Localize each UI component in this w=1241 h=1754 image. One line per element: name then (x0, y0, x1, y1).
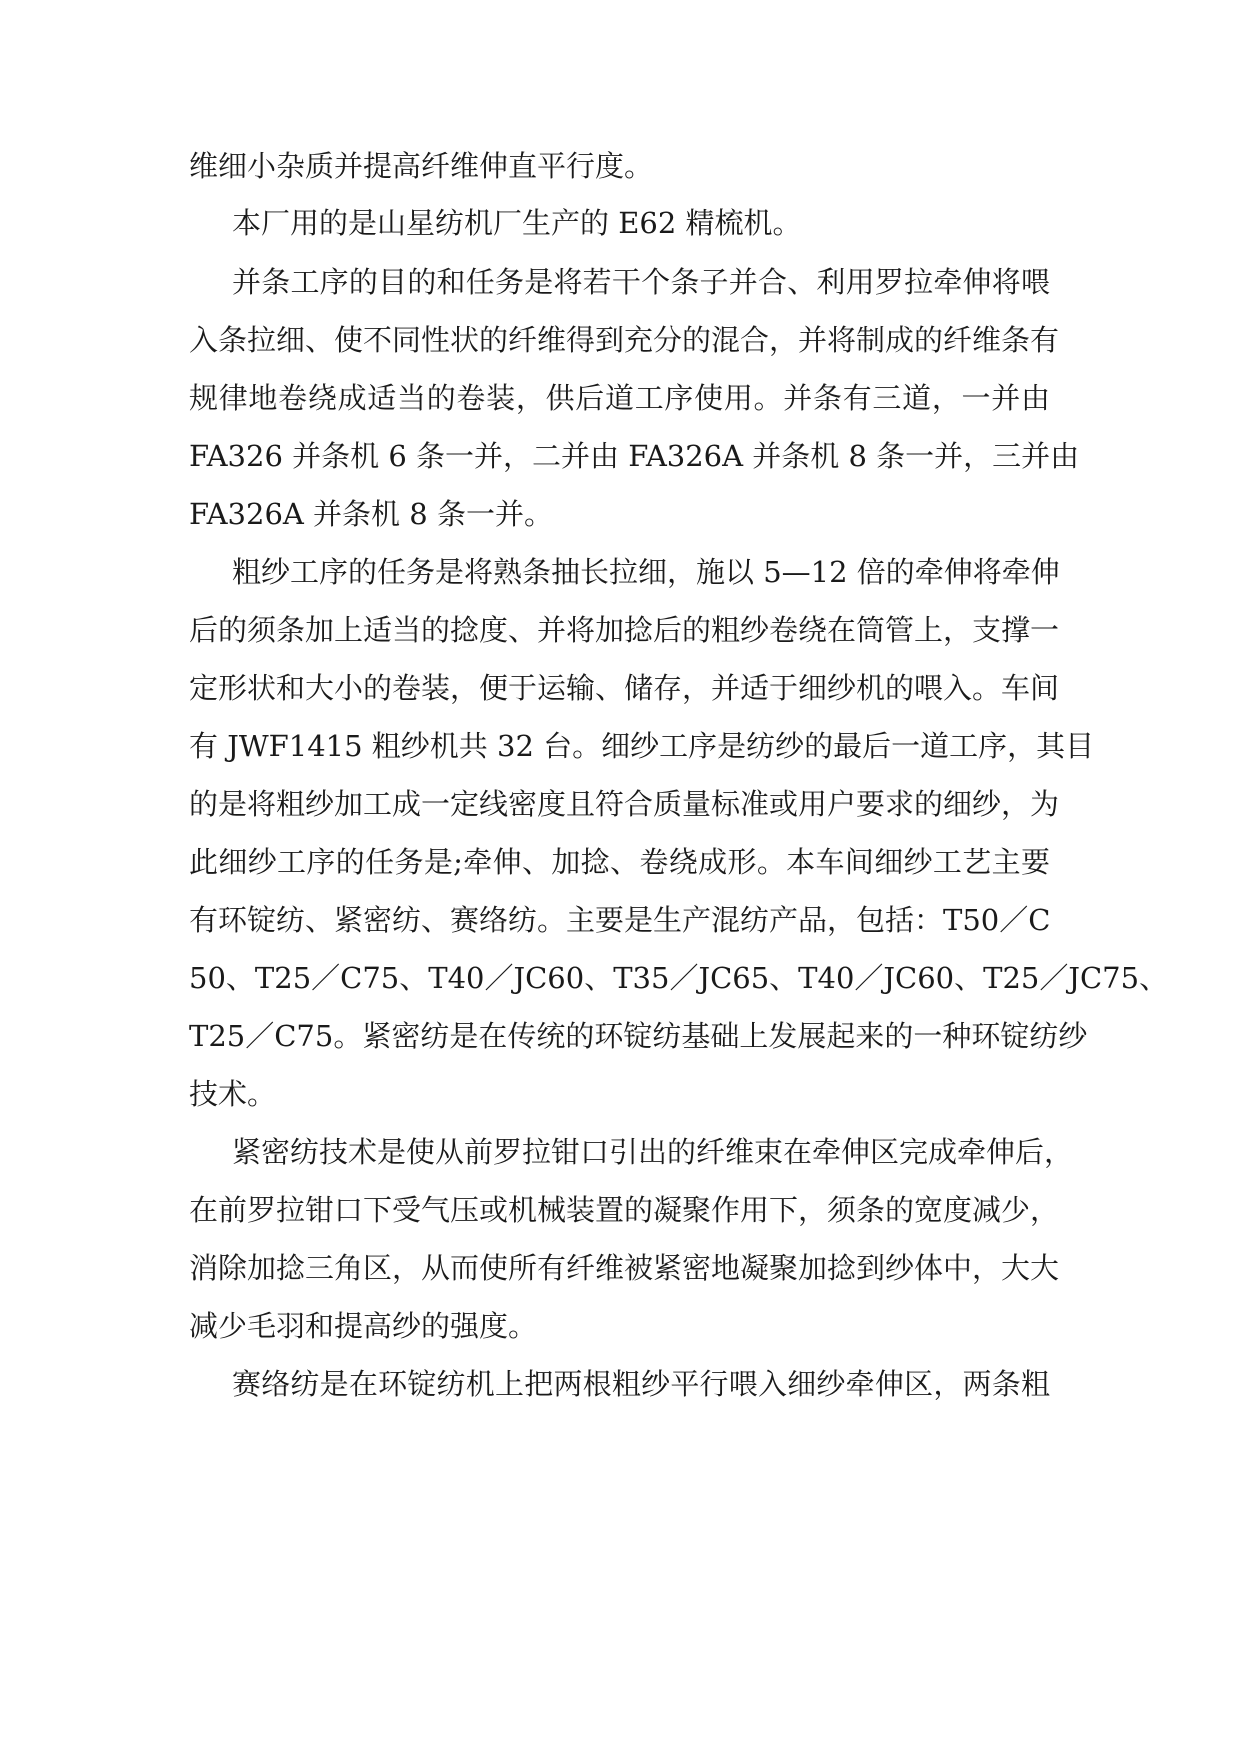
text-line: 紧密纺技术是使从前罗拉钳口引出的纤维束在牵伸区完成牵伸后， (232, 1135, 1074, 1169)
text-line: 粗纱工序的任务是将熟条抽长拉细，施以 5—12 倍的牵伸将牵伸 (232, 555, 1060, 589)
text-line: 入条拉细、使不同性状的纤维得到充分的混合，并将制成的纤维条有 (189, 323, 1060, 357)
text-line: 有环锭纺、紧密纺、赛络纺。主要是生产混纺产品，包括：T50／C (189, 903, 1051, 937)
text-line: FA326 并条机 6 条一并，二并由 FA326A 并条机 8 条一并，三并由 (189, 439, 1080, 473)
text-line: 在前罗拉钳口下受气压或机械装置的凝聚作用下，须条的宽度减少， (189, 1193, 1060, 1227)
text-line: 减少毛羽和提高纱的强度。 (189, 1309, 538, 1343)
text-line: 的是将粗纱加工成一定线密度且符合质量标准或用户要求的细纱，为 (189, 787, 1060, 821)
text-line: 定形状和大小的卷装，便于运输、储存，并适于细纱机的喂入。车间 (189, 671, 1060, 705)
text-line: 技术。 (189, 1077, 277, 1111)
text-line: 有 JWF1415 粗纱机共 32 台。细纱工序是纺纱的最后一道工序，其目 (189, 729, 1095, 763)
text-line: 消除加捻三角区，从而使所有纤维被紧密地凝聚加捻到纱体中，大大 (189, 1251, 1060, 1285)
text-line: 此细纱工序的任务是;牵伸、加捻、卷绕成形。本车间细纱工艺主要 (189, 845, 1050, 879)
text-line: 并条工序的目的和任务是将若干个条子并合、利用罗拉牵伸将喂 (232, 265, 1050, 299)
text-line: 维细小杂质并提高纤维伸直平行度。 (189, 149, 654, 183)
text-line: FA326A 并条机 8 条一并。 (189, 497, 553, 531)
text-line: 50、T25／C75、T40／JC60、T35／JC65、T40／JC60、T25／JC75、 (189, 961, 1169, 995)
text-line: 赛络纺是在环锭纺机上把两根粗纱平行喂入细纱牵伸区，两条粗 (232, 1367, 1050, 1401)
text-line: T25／C75。紧密纺是在传统的环锭纺基础上发展起来的一种环锭纺纱 (189, 1019, 1088, 1053)
text-line: 本厂用的是山星纺机厂生产的 E62 精梳机。 (232, 206, 802, 240)
text-line: 规律地卷绕成适当的卷装，供后道工序使用。并条有三道，一并由 (189, 381, 1050, 415)
text-line: 后的须条加上适当的捻度、并将加捻后的粗纱卷绕在筒管上，支撑一 (189, 613, 1060, 647)
